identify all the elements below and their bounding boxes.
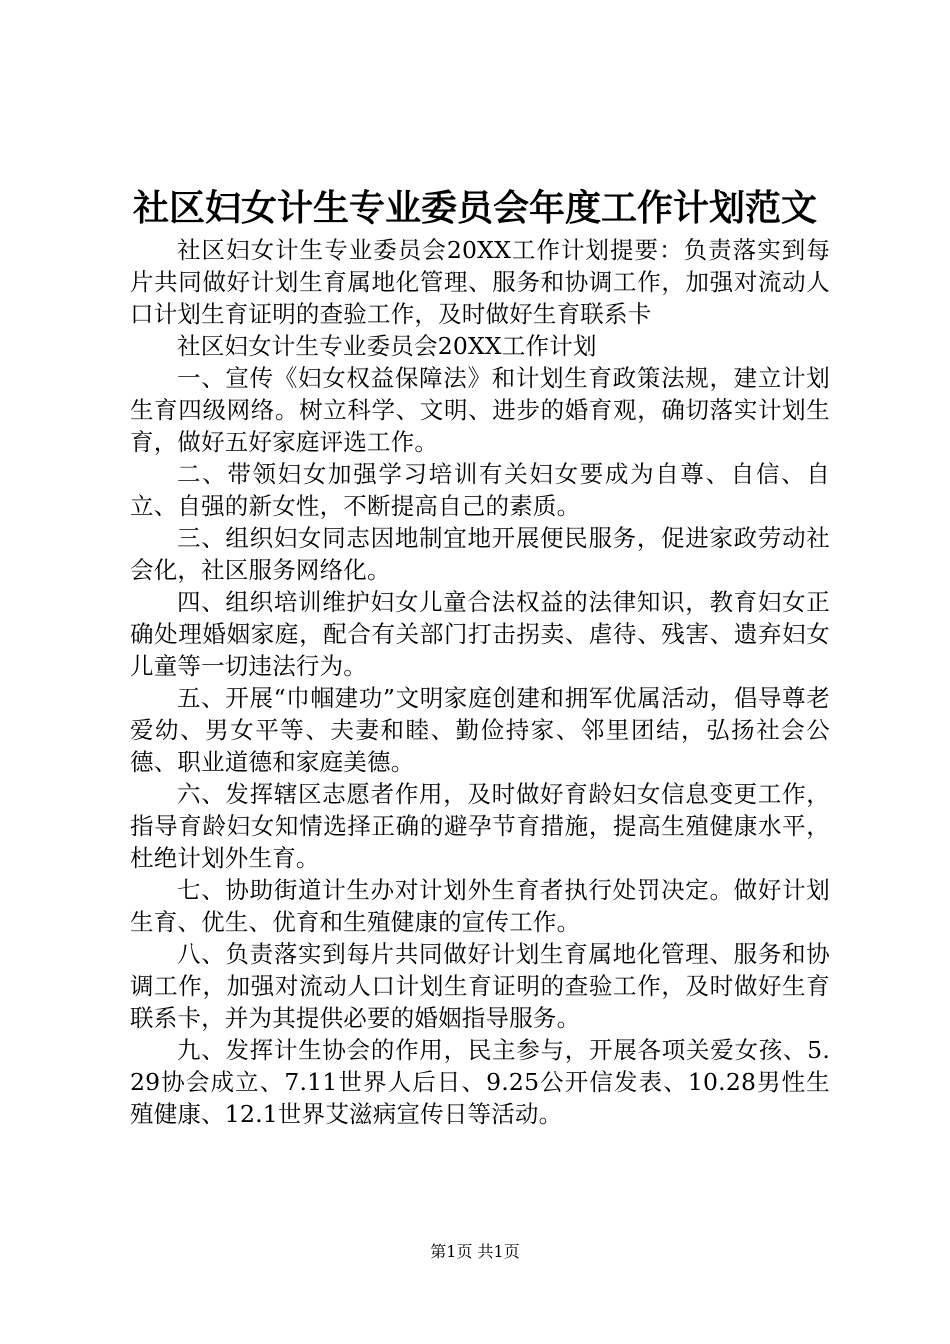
document-title: 社区妇女计生专业委员会年度工作计划范文 [132,187,817,229]
paragraph-item-3: 三、组织妇女同志因地制宜地开展便民服务，促进家政劳动社会化，社区服务网络化。 [130,524,830,584]
paragraph-item-5: 五、开展“巾帼建功”文明家庭创建和拥军优属活动，倡导尊老爱幼、男女平等、夫妻和睦、勤俭持家、邻里团结，弘扬社会公德、职业道德和家庭美德。 [130,684,830,776]
paragraph-item-9: 九、发挥计生协会的作用，民主参与，开展各项关爱女孩、5.29协会成立、7.11世界人后日、9.25公开信发表、10.28男性生殖健康、12.1世界艾滋病宣传日等活动。 [130,1036,830,1128]
page-number-footer: 第1页 共1页 [430,1242,520,1261]
paragraph-item-4: 四、组织培训维护妇女儿童合法权益的法律知识，教育妇女正确处理婚姻家庭，配合有关部门打击拐卖、虐待、残害、遗弃妇女儿童等一切违法行为。 [130,588,830,680]
paragraph-item-7: 七、协助街道计生办对计划外生育者执行处罚决定。做好计划生育、优生、优育和生殖健康的宣传工作。 [130,876,830,936]
paragraph-item-6: 六、发挥辖区志愿者作用，及时做好育龄妇女信息变更工作，指导育龄妇女知情选择正确的避孕节育措施，提高生殖健康水平，杜绝计划外生育。 [130,780,830,872]
paragraph-item-2: 二、带领妇女加强学习培训有关妇女要成为自尊、自信、自立、自强的新女性，不断提高自己的素质。 [130,460,830,520]
paragraph-item-1: 一、宣传《妇女权益保障法》和计划生育政策法规，建立计划生育四级网络。树立科学、文明、进步的婚育观，确切落实计划生育，做好五好家庭评选工作。 [130,364,830,456]
document-body [130,234,830,1130]
paragraph-summary: 社区妇女计生专业委员会20XX工作计划提要：负责落实到每片共同做好计划生育属地化管理、服务和协调工作，加强对流动人口计划生育证明的查验工作，及时做好生育联系卡 [130,236,830,328]
paragraph-item-8: 八、负责落实到每片共同做好计划生育属地化管理、服务和协调工作，加强对流动人口计划生育证明的查验工作，及时做好生育联系卡，并为其提供必要的婚姻指导服务。 [130,940,830,1032]
paragraph-plan-heading: 社区妇女计生专业委员会20XX工作计划 [177,332,597,360]
